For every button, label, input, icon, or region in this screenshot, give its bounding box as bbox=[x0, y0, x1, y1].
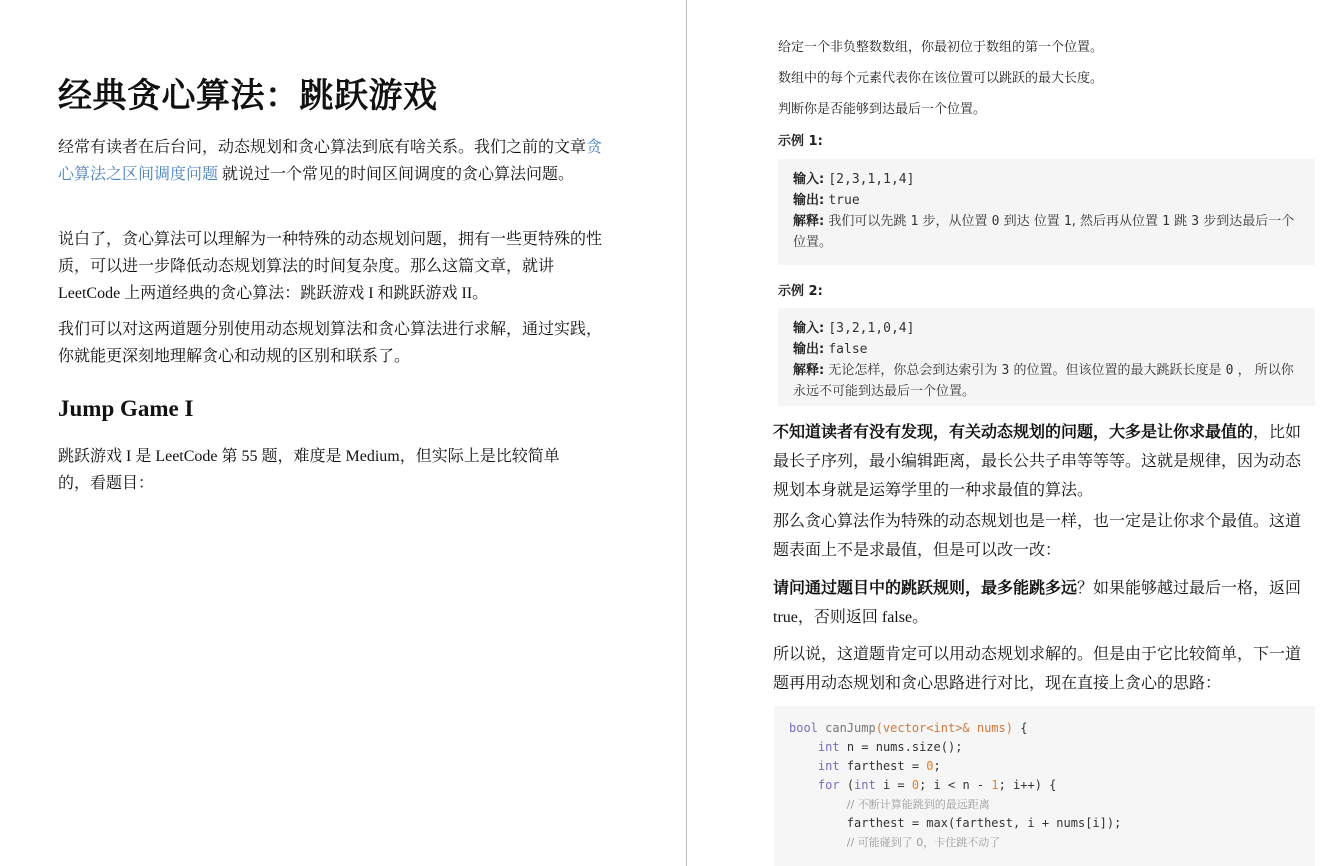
reformulation-paragraph bbox=[773, 574, 1315, 632]
reformulation-text: ？如果能够越过最后一格，返回 true，否则返回 false。 bbox=[773, 580, 1302, 626]
intro-text: 经常有读者在后台问，动态规划和贪心算法到底有啥关系。我们之前的文章 bbox=[58, 139, 587, 156]
reformulation-bold: 请问通过题目中的跳跃规则，最多能跳多远 bbox=[773, 580, 1078, 597]
code-block bbox=[774, 706, 1315, 866]
observation-paragraph bbox=[773, 418, 1315, 505]
interval-scheduling-link[interactable]: 贪心算法之区间调度问题 bbox=[58, 139, 603, 183]
example-1-box bbox=[778, 159, 1315, 265]
page-title: 经典贪心算法：跳跃游戏 bbox=[58, 78, 438, 115]
code-line-4: for (int i = 0; i < n - 1; i++) { bbox=[817, 778, 1057, 792]
problem-line-1: 给定一个非负整数数组，你最初位于数组的第一个位置。 bbox=[778, 40, 1104, 55]
observation-text: ，比如最长子序列，最小编辑距离，最长公共子串等等等。这就是规律，因为动态规划本身就是运筹学里的一种求最值的算法。 bbox=[773, 424, 1302, 499]
example-2-explanation: 解释: 无论怎样，你总会到达索引为 3 的位置。但该位置的最大跳跃长度是 0 ， 所以你永远不可能到达最后一个位置。 bbox=[793, 363, 1294, 399]
intro-text-cont: 就说过一个常见的时间区间调度的贪心算法问题。 bbox=[218, 166, 575, 183]
problem-line-2: 数组中的每个元素代表你在该位置可以跳跃的最大长度。 bbox=[778, 71, 1104, 86]
code-line-3: int farthest = 0; bbox=[817, 759, 941, 773]
example-1-explanation: 解释: 我们可以先跳 1 步，从位置 0 到达 位置 1, 然后再从位置 1 跳 3 步到达最后一个位置。 bbox=[793, 214, 1295, 250]
code-line-1: bool canJump(vector<int>& nums) { bbox=[789, 721, 1028, 735]
example-1-output: 输出: true bbox=[793, 193, 860, 208]
example-2-label: 示例 2: bbox=[778, 284, 823, 299]
problem-line-3: 判断你是否能够到达最后一个位置。 bbox=[778, 102, 987, 117]
code-comment-2: // 可能碰到了 0，卡住跳不动了 bbox=[846, 836, 1001, 849]
problem-intro-paragraph: 跳跃游戏 I 是 LeetCode 第 55 题，难度是 Medium，但实际上是比较简单的，看题目： bbox=[58, 448, 560, 492]
intro-paragraph bbox=[58, 134, 603, 188]
section-heading: Jump Game I bbox=[58, 396, 194, 421]
example-1-input: 输入: [2,3,1,1,4] bbox=[793, 172, 915, 187]
example-2-output: 输出: false bbox=[793, 342, 868, 357]
page-divider bbox=[686, 0, 687, 866]
example-2-box bbox=[778, 308, 1315, 406]
approach-paragraph: 我们可以对这两道题分别使用动态规划算法和贪心算法进行求解，通过实践，你就能更深刻地理解贪心和动规的区别和联系了。 bbox=[58, 321, 603, 365]
example-1-label: 示例 1: bbox=[778, 134, 823, 149]
solution-intro-paragraph: 所以说，这道题肯定可以用动态规划求解的。但是由于它比较简单，下一道题再用动态规划和贪心思路进行对比，现在直接上贪心的思路： bbox=[773, 646, 1302, 692]
code-line-6: farthest = max(farthest, i + nums[i]); bbox=[846, 816, 1122, 830]
code-line-2: int n = nums.size(); bbox=[817, 740, 963, 754]
observation-bold: 不知道读者有没有发现，有关动态规划的问题，大多是让你求最值的 bbox=[773, 424, 1254, 441]
code-comment-1: // 不断计算能跳到的最远距离 bbox=[846, 798, 990, 811]
greedy-explanation-paragraph: 说白了，贪心算法可以理解为一种特殊的动态规划问题，拥有一些更特殊的性质，可以进一步降低动态规划算法的时间复杂度。那么这篇文章，就讲 LeetCode 上两道经典的贪心算法：跳跃游戏 I 和跳跃游戏 II。 bbox=[58, 231, 603, 302]
right-page bbox=[688, 0, 1335, 866]
greedy-maximum-paragraph: 那么贪心算法作为特殊的动态规划也是一样，也一定是让你求个最值。这道题表面上不是求最值，但是可以改一改： bbox=[773, 513, 1302, 559]
example-2-input: 输入: [3,2,1,0,4] bbox=[793, 321, 915, 336]
